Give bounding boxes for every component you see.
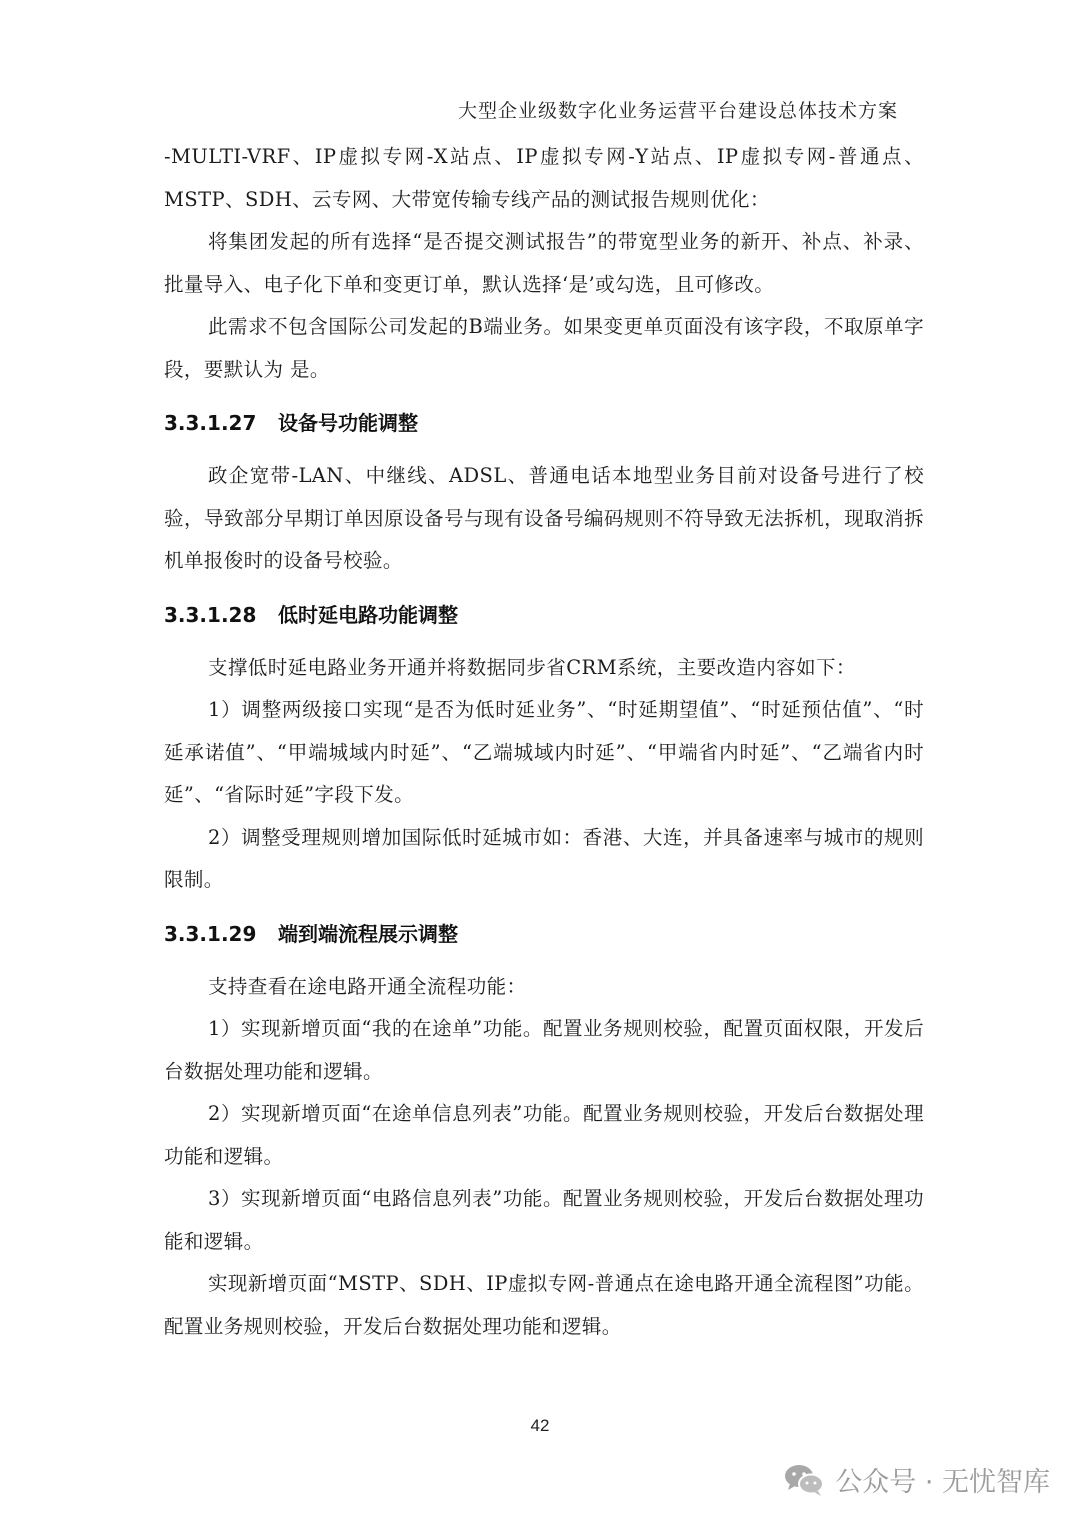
section-heading-3-3-1-29 <box>164 902 924 966</box>
watermark <box>783 1460 1050 1499</box>
paragraph: -MULTI-VRF、IP虚拟专网-X站点、IP虚拟专网-Y站点、IP虚拟专网-普通点、MSTP、SDH、云专网、大带宽传输专线产品的测试报告规则优化： <box>164 145 924 211</box>
list-item: 3）实现新增页面“电路信息列表”功能。配置业务规则校验，开发后台数据处理功能和逻辑。 <box>164 1187 924 1253</box>
wechat-icon <box>783 1462 825 1498</box>
section-heading-3-3-1-27 <box>164 391 924 455</box>
document-body <box>164 136 924 1348</box>
section-number: 3.3.1.27 <box>164 411 257 435</box>
paragraph: 此需求不包含国际公司发起的B端业务。如果变更单页面没有该字段，不取原单字段，要默认为 是。 <box>164 315 924 381</box>
list-item: 1）实现新增页面“我的在途单”功能。配置业务规则校验，配置页面权限，开发后台数据处理功能和逻辑。 <box>164 1017 924 1083</box>
list-item: 2）调整受理规则增加国际低时延城市如：香港、大连，并具备速率与城市的规则限制。 <box>164 825 924 891</box>
section-heading-3-3-1-28 <box>164 583 924 647</box>
page-number: 42 <box>530 1416 550 1435</box>
section-number: 3.3.1.28 <box>164 602 257 627</box>
paragraph: 支撑低时延电路业务开通并将数据同步省CRM系统，主要改造内容如下： <box>208 655 856 679</box>
section-title: 设备号功能调整 <box>278 411 418 435</box>
list-item: 1）调整两级接口实现“是否为低时延业务”、“时延期望值”、“时延预估值”、“时延承诺值”、“甲端城域内时延”、“乙端城域内时延”、“甲端省内时延”、“乙端省内时延”、“省际时延”字段下发。 <box>164 698 924 806</box>
page-header-title: 大型企业级数字化业务运营平台建设总体技术方案 <box>457 100 898 122</box>
section-title: 低时延电路功能调整 <box>278 602 458 627</box>
section-number: 3.3.1.29 <box>164 921 257 946</box>
paragraph: 政企宽带-LAN、中继线、ADSL、普通电话本地型业务目前对设备号进行了校验，导致部分早期订单因原设备号与现有设备号编码规则不符导致无法拆机，现取消拆机单报俊时的设备号校验。 <box>164 464 924 572</box>
paragraph: 支持查看在途电路开通全流程功能： <box>208 974 527 998</box>
watermark-text: 公众号 · 无忧智库 <box>835 1467 1050 1498</box>
list-item: 2）实现新增页面“在途单信息列表”功能。配置业务规则校验，开发后台数据处理功能和逻辑。 <box>164 1102 924 1168</box>
paragraph: 将集团发起的所有选择“是否提交测试报告”的带宽型业务的新开、补点、补录、批量导入、电子化下单和变更订单，默认选择‘是’或勾选，且可修改。 <box>164 230 924 296</box>
paragraph: 实现新增页面“MSTP、SDH、IP虚拟专网-普通点在途电路开通全流程图”功能。配置业务规则校验，开发后台数据处理功能和逻辑。 <box>164 1272 924 1338</box>
section-title: 端到端流程展示调整 <box>278 921 458 946</box>
